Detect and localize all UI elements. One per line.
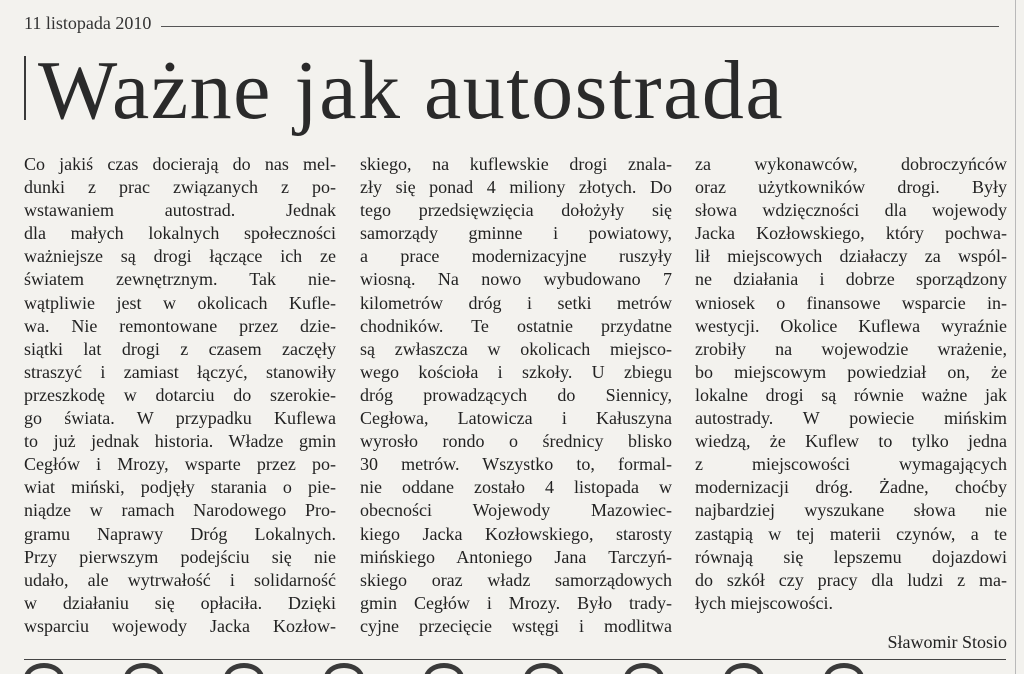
text-line: światem zewnętrznym. Tak nie- bbox=[24, 269, 336, 290]
text-line: Przy pierwszym podejściu się nie bbox=[24, 546, 336, 567]
text-line: kiego Jacka Kozłowskiego, starosty bbox=[360, 523, 672, 544]
text-line: udało, ale wytrwałość i solidarność bbox=[24, 569, 336, 590]
text-line: wego kościoła i szkoły. U zbiegu bbox=[360, 361, 672, 382]
text-line: ne działania i dobrze sporządzony bbox=[695, 269, 1007, 290]
text-line: za wykonawców, dobroczyńców bbox=[695, 154, 1007, 174]
text-line: Co jakiś czas docierają do nas mel- bbox=[24, 154, 336, 174]
bottom-rule bbox=[24, 659, 1006, 660]
text-line: słowa wdzięczności dla wojewody bbox=[695, 200, 1007, 221]
text-line: zły się ponad 4 miliony złotych. Do bbox=[360, 177, 672, 198]
text-line: są zwłaszcza w okolicach miejsco- bbox=[360, 338, 672, 359]
text-line: a prace modernizacyjne ruszyły bbox=[360, 246, 672, 267]
text-line: do szkół czy pracy dla ludzi z ma- bbox=[695, 569, 1007, 590]
text-line: modernizacji dróg. Żadne, choćby bbox=[695, 477, 1007, 498]
dateline-rule bbox=[161, 26, 999, 27]
text-line: chodników. Te ostatnie przydatne bbox=[360, 315, 672, 336]
text-line: wiedzą, że Kuflew to tylko jedna bbox=[695, 431, 1007, 452]
text-line: wiat miński, podjęły starania o pie- bbox=[24, 477, 336, 498]
author-byline: Sławomir Stosio bbox=[887, 632, 1007, 652]
text-line: siątki lat drogi z czasem zaczęły bbox=[24, 338, 336, 359]
publication-date: 11 listopada 2010 bbox=[24, 12, 152, 33]
text-line: kilometrów dróg i setki metrów bbox=[360, 292, 672, 313]
text-line: westycji. Okolice Kuflewa wyraźnie bbox=[695, 315, 1007, 336]
text-line: wstawaniem autostrad. Jednak bbox=[24, 200, 336, 221]
text-line: straszyć i zamiast łączyć, stanowiły bbox=[24, 361, 336, 382]
text-line: tego przedsięwzięcia dołożyły się bbox=[360, 200, 672, 221]
text-line: łych miejscowości. bbox=[695, 592, 833, 613]
text-line: z miejscowości wymagających bbox=[695, 454, 1007, 475]
text-line: oraz użytkowników drogi. Były bbox=[695, 177, 1007, 198]
text-line: wniosek o finansowe wsparcie in- bbox=[695, 292, 1007, 313]
text-line: przeszkodę w dotarciu do szerokie- bbox=[24, 384, 336, 405]
text-line: zastąpią w tej materii czynów, a te bbox=[695, 523, 1007, 544]
article-column-1 bbox=[24, 153, 336, 638]
text-line: autostrady. W powiecie mińskim bbox=[695, 408, 1007, 429]
text-line: to już jednak historia. Władze gmin bbox=[24, 431, 336, 452]
text-line: wa. Nie remontowane przez dzie- bbox=[24, 315, 336, 336]
text-line: lił miejscowych działaczy za wspól- bbox=[695, 246, 1007, 267]
text-line: gramu Naprawy Dróg Lokalnych. bbox=[24, 523, 336, 544]
article-column-2 bbox=[360, 153, 672, 638]
text-line: wyrosło rondo o średnicy blisko bbox=[360, 431, 672, 452]
text-line: Cegłów i Mrozy, wsparte przez po- bbox=[24, 454, 336, 475]
page-edge bbox=[1015, 0, 1016, 674]
text-line: wątpliwie jest w okolicach Kuflе- bbox=[24, 292, 336, 313]
text-line: Jacka Kozłowskiego, który pochwa- bbox=[695, 223, 1007, 244]
text-line: samorządy gminne i powiatowy, bbox=[360, 223, 672, 244]
text-line: lokalne drogi są równie ważne jak bbox=[695, 384, 1007, 405]
text-line: równają się lepszemu dojazdowi bbox=[695, 546, 1007, 567]
text-line: Cegłowa, Latowicza i Kałuszyna bbox=[360, 408, 672, 429]
text-line: cyjne przecięcie wstęgi i modlitwa bbox=[360, 615, 672, 636]
text-line: gmin Cegłów i Mrozy. Było trady- bbox=[360, 592, 672, 613]
text-line: go świata. W przypadku Kuflewa bbox=[24, 408, 336, 429]
text-line: nie oddane zostało 4 listopada w bbox=[360, 477, 672, 498]
text-line: dla małych lokalnych społeczności bbox=[24, 223, 336, 244]
text-line: ważniejsze są drogi łączące ich ze bbox=[24, 246, 336, 267]
text-line: dunki z prac związanych z po- bbox=[24, 177, 336, 198]
dateline bbox=[24, 10, 999, 36]
article-headline: Ważne jak autostrada bbox=[38, 44, 785, 137]
text-line: najbardziej wyszukane słowa nie bbox=[695, 500, 1007, 521]
text-line: dróg prowadzących do Siennicy, bbox=[360, 384, 672, 405]
text-line: 30 metrów. Wszystko to, formal- bbox=[360, 454, 672, 475]
article-column-3 bbox=[695, 153, 1007, 615]
text-line: mińskiego Antoniego Jana Tarczyń- bbox=[360, 546, 672, 567]
text-line: skiego oraz władz samorządowych bbox=[360, 569, 672, 590]
headline-side-rule bbox=[24, 56, 26, 120]
text-line: zrobiły na wojewodzie wrażenie, bbox=[695, 338, 1007, 359]
text-line: wsparciu wojewody Jacka Kozłow- bbox=[24, 615, 336, 636]
text-line: bo miejscowym powiedział on, że bbox=[695, 361, 1007, 382]
text-line: wiosną. Na nowo wybudowano 7 bbox=[360, 269, 672, 290]
text-line: w działaniu się opłaciła. Dzięki bbox=[24, 592, 336, 613]
text-line: niądze w ramach Narodowego Pro- bbox=[24, 500, 336, 521]
cropped-next-headline bbox=[24, 663, 1006, 674]
text-line: obecności Wojewody Mazowiec- bbox=[360, 500, 672, 521]
text-line: skiego, na kuflewskie drogi znala- bbox=[360, 154, 672, 174]
